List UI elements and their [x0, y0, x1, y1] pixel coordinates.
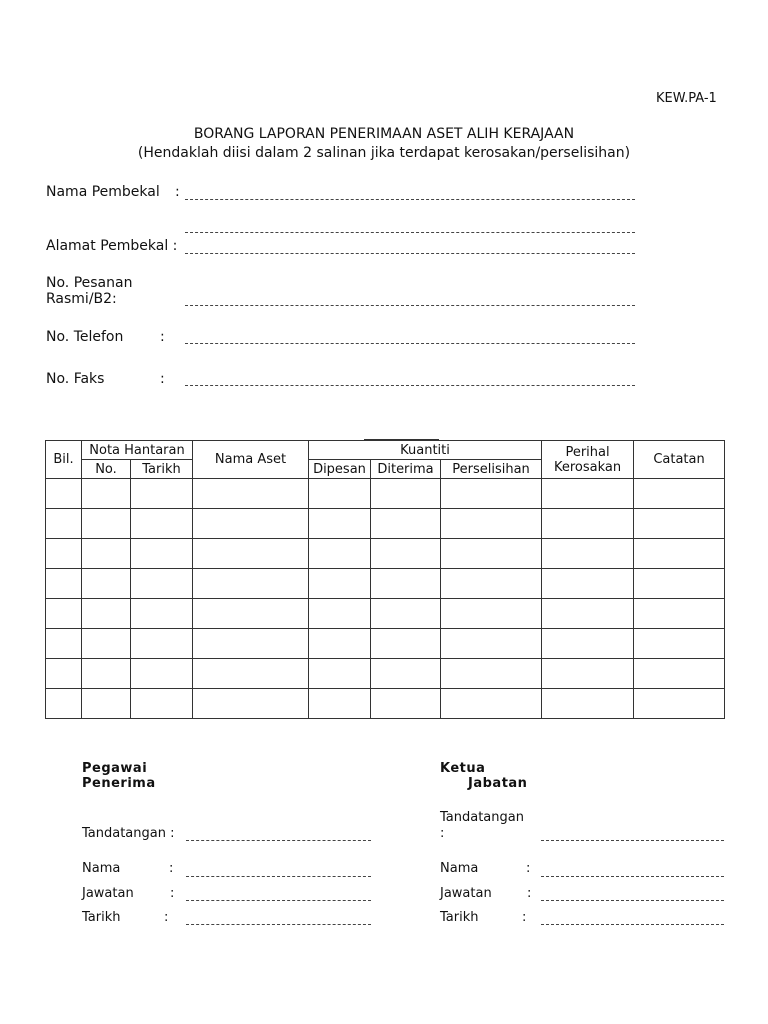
table-cell[interactable]: [82, 659, 131, 689]
table-cell[interactable]: [542, 569, 634, 599]
phone-colon: :: [160, 329, 165, 345]
form-subtitle: (Hendaklah diisi dalam 2 salinan jika terdapat kerosakan/perselisihan): [137, 145, 631, 161]
table-cell[interactable]: [309, 659, 371, 689]
table-cell[interactable]: [193, 629, 309, 659]
table-cell[interactable]: [309, 689, 371, 719]
table-row: [46, 539, 725, 569]
supplier-name-field[interactable]: [185, 199, 635, 200]
table-cell[interactable]: [309, 509, 371, 539]
table-cell[interactable]: [309, 599, 371, 629]
table-cell[interactable]: [371, 509, 441, 539]
table-cell[interactable]: [542, 509, 634, 539]
table-cell[interactable]: [441, 569, 542, 599]
table-cell[interactable]: [309, 479, 371, 509]
order-number-label-line1: No. Pesanan: [46, 275, 133, 291]
header-diterima: Diterima: [371, 460, 441, 479]
header-perihal-kerosakan: [542, 441, 634, 479]
table-cell[interactable]: [542, 629, 634, 659]
right-dept-field[interactable]: [541, 900, 724, 901]
table-cell[interactable]: [131, 479, 193, 509]
table-cell[interactable]: [46, 629, 82, 659]
header-nama-aset: Nama Aset: [193, 441, 309, 479]
table-row: [46, 509, 725, 539]
table-cell[interactable]: [82, 689, 131, 719]
table-cell[interactable]: [371, 659, 441, 689]
table-cell[interactable]: [634, 569, 725, 599]
table-cell[interactable]: [131, 599, 193, 629]
table-cell[interactable]: [441, 659, 542, 689]
header-tarikh: Tarikh: [131, 460, 193, 479]
table-cell[interactable]: [193, 689, 309, 719]
left-date-label: Tarikh: [82, 910, 121, 925]
table-cell[interactable]: [309, 629, 371, 659]
right-signature-label-line1: Tandatangan: [440, 810, 524, 825]
table-cell[interactable]: [46, 539, 82, 569]
table-cell[interactable]: [371, 599, 441, 629]
right-date-colon: :: [522, 910, 527, 925]
supplier-address-field-line2[interactable]: [185, 253, 635, 254]
supplier-name-colon: :: [175, 184, 180, 200]
header-no: No.: [82, 460, 131, 479]
header-nota-hantaran: Nota Hantaran: [82, 441, 193, 460]
table-cell[interactable]: [542, 479, 634, 509]
table-cell[interactable]: [46, 689, 82, 719]
table-cell[interactable]: [131, 659, 193, 689]
table-cell[interactable]: [371, 629, 441, 659]
left-name-label: Nama: [82, 861, 121, 876]
right-heading-line2: Jabatan: [468, 776, 528, 791]
left-date-field[interactable]: [186, 924, 371, 925]
table-cell[interactable]: [542, 659, 634, 689]
left-heading-line2: Penerima: [82, 776, 156, 791]
right-dept-label: Jawatan: [440, 886, 492, 901]
table-cell[interactable]: [193, 539, 309, 569]
table-cell[interactable]: [542, 539, 634, 569]
right-signature-label-line2: :: [440, 826, 445, 841]
left-heading-line1: Pegawai: [82, 761, 148, 776]
table-cell[interactable]: [309, 569, 371, 599]
table-cell[interactable]: [82, 629, 131, 659]
supplier-address-field-line1[interactable]: [185, 232, 635, 233]
right-heading-line1: Ketua: [440, 761, 486, 776]
right-name-colon: :: [526, 861, 531, 876]
left-name-colon: :: [169, 861, 174, 876]
table-cell[interactable]: [131, 509, 193, 539]
table-cell[interactable]: [46, 599, 82, 629]
left-dept-label: Jawatan: [82, 886, 134, 901]
fax-label: No. Faks: [46, 371, 105, 387]
order-number-label-line2: Rasmi/B2:: [46, 291, 117, 307]
table-row: [46, 629, 725, 659]
left-name-field[interactable]: [186, 876, 371, 877]
table-cell[interactable]: [441, 689, 542, 719]
table-cell[interactable]: [371, 539, 441, 569]
header-perihal-line1: Perihal: [565, 444, 610, 460]
table-row: [46, 479, 725, 509]
table-cell[interactable]: [371, 569, 441, 599]
left-date-colon: :: [164, 910, 169, 925]
left-dept-colon: :: [170, 886, 175, 901]
table-cell[interactable]: [193, 569, 309, 599]
table-cell[interactable]: [131, 689, 193, 719]
table-cell[interactable]: [82, 599, 131, 629]
table-cell[interactable]: [46, 569, 82, 599]
table-cell[interactable]: [82, 479, 131, 509]
header-kuantiti: [309, 441, 542, 460]
table-cell[interactable]: [46, 509, 82, 539]
table-cell[interactable]: [634, 599, 725, 629]
table-row: [46, 689, 725, 719]
fax-colon: :: [160, 371, 165, 387]
table-cell[interactable]: [193, 479, 309, 509]
right-name-field[interactable]: [541, 876, 724, 877]
left-signature-label: Tandatangan :: [82, 826, 175, 841]
table-cell[interactable]: [634, 509, 725, 539]
table-cell[interactable]: [542, 689, 634, 719]
header-bil: Bil.: [46, 441, 82, 479]
table-cell[interactable]: [193, 509, 309, 539]
header-perihal-line2: Kerosakan: [553, 459, 622, 475]
header-dipesan: Dipesan: [309, 460, 371, 479]
right-date-field[interactable]: [541, 924, 724, 925]
table-cell[interactable]: [441, 479, 542, 509]
supplier-address-label: Alamat Pembekal :: [46, 238, 178, 254]
table-row: [46, 569, 725, 599]
header-catatan: Catatan: [634, 441, 725, 479]
table-cell[interactable]: [634, 479, 725, 509]
supplier-name-label: Nama Pembekal: [46, 184, 160, 200]
table-cell[interactable]: [46, 479, 82, 509]
left-dept-field[interactable]: [186, 900, 371, 901]
table-cell[interactable]: [82, 539, 131, 569]
table-cell[interactable]: [441, 629, 542, 659]
table-cell[interactable]: [82, 569, 131, 599]
right-name-label: Nama: [440, 861, 479, 876]
table-cell[interactable]: [309, 539, 371, 569]
header-perselisihan: Perselisihan: [441, 460, 542, 479]
phone-field[interactable]: [185, 343, 635, 344]
table-cell[interactable]: [131, 629, 193, 659]
table-cell[interactable]: [634, 689, 725, 719]
table-cell[interactable]: [371, 689, 441, 719]
table-cell[interactable]: [634, 539, 725, 569]
table-cell[interactable]: [131, 539, 193, 569]
table-cell[interactable]: [46, 659, 82, 689]
table-cell[interactable]: [441, 509, 542, 539]
table-cell[interactable]: [542, 599, 634, 629]
fax-field[interactable]: [185, 385, 635, 386]
header-kuantiti-label: Kuantiti: [400, 442, 450, 458]
right-dept-colon: :: [527, 886, 532, 901]
order-number-field[interactable]: [185, 305, 635, 306]
table-cell[interactable]: [441, 539, 542, 569]
table-cell[interactable]: [193, 599, 309, 629]
table-row: [46, 659, 725, 689]
asset-table: [45, 440, 725, 719]
right-date-label: Tarikh: [440, 910, 479, 925]
right-signature-field[interactable]: [541, 840, 724, 841]
table-cell[interactable]: [371, 479, 441, 509]
table-row: [46, 599, 725, 629]
table-cell[interactable]: [634, 659, 725, 689]
left-signature-field[interactable]: [186, 840, 371, 841]
form-title: BORANG LAPORAN PENERIMAAN ASET ALIH KERAJAAN: [193, 126, 575, 142]
table-cell[interactable]: [634, 629, 725, 659]
phone-label: No. Telefon: [46, 329, 124, 345]
table-cell[interactable]: [193, 659, 309, 689]
table-cell[interactable]: [82, 509, 131, 539]
table-cell[interactable]: [441, 599, 542, 629]
form-code: KEW.PA-1: [656, 91, 717, 106]
table-cell[interactable]: [131, 569, 193, 599]
